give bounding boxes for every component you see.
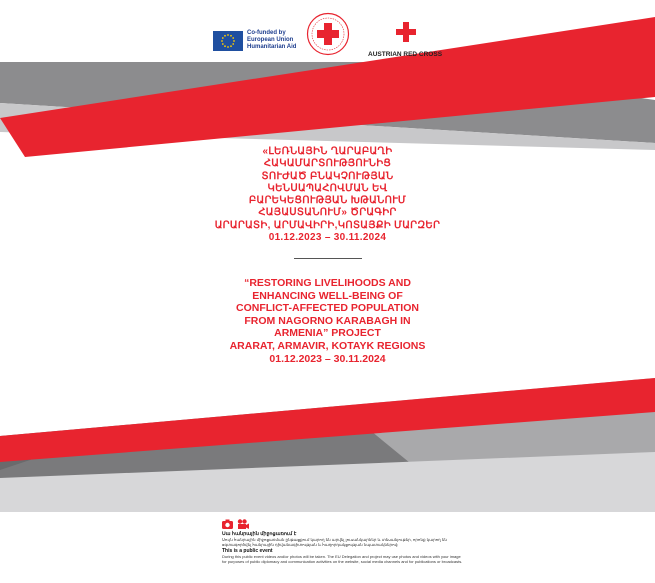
eu-logo-text: Co-funded by European Union Humanitarian Aid	[247, 30, 297, 50]
english-title	[0, 277, 655, 365]
english-title-line: ENHANCING WELL-BEING OF	[252, 289, 403, 302]
footer-armenian-line: օգտագործվել հանրային դիվանագիտության և հաղորդակցության նպատակներով։	[222, 542, 399, 547]
camera-icon	[222, 519, 233, 529]
public-event-notice	[222, 519, 482, 564]
video-camera-icon	[237, 519, 249, 529]
austrian-red-cross-text: AUSTRIAN RED CROSS	[368, 51, 443, 58]
divider	[294, 258, 362, 259]
logo-row	[0, 12, 655, 62]
armenian-title-dates: 01.12.2023 – 30.11.2024	[268, 232, 387, 244]
red-cross-icon	[396, 22, 416, 42]
footer-english-line: for purposes of public diplomacy and communication activities on the website, social media channels and for publications or broadcasts.	[222, 559, 463, 564]
eu-flag-icon	[213, 31, 243, 51]
english-title-line: ARARAT, ARMAVIR, KOTAYK REGIONS	[229, 339, 426, 352]
armenian-title-line: ՏՈՒԺԱԾ ԲՆԱԿՉՈՒԹՅԱՆ	[261, 170, 394, 182]
armenian-title-line: «ԼԵՌՆԱՅԻՆ ՂԱՐԱԲԱՂԻ	[262, 146, 393, 157]
armenian-title-line: ԲԱՐԵԿԵՑՈՒԹՅԱՆ ԽԹԱՆՈՒՄ	[248, 195, 407, 207]
english-title-line: “RESTORING LIVELIHOODS AND	[244, 277, 411, 289]
english-title-line: ARMENIA” PROJECT	[274, 327, 381, 340]
footer-english-heading: This is a public event	[222, 548, 273, 554]
footer-armenian-line: Սույն հանրային միջոցառման ընթացքում կարող են արվել լուսանկարներ և տեսանյութեր, որոնք կարող են	[222, 537, 447, 542]
armenian-red-cross-seal	[306, 12, 350, 56]
footer-armenian-heading: Սա հանրային միջոցառում է	[222, 531, 297, 537]
english-title-dates: 01.12.2023 – 30.11.2024	[269, 352, 386, 365]
footer-icons	[222, 519, 482, 530]
eu-logo	[213, 30, 296, 51]
armenian-title-line: ԿԵՆՍԱՊԱՀՈՎՄԱՆ ԵՎ	[267, 182, 388, 194]
english-title-line: FROM NAGORNO KARABAGH IN	[244, 314, 411, 327]
footer-english-line: During this public event videos and/or photos will be taken. The EU Delegation and project may use photos and videos with your image	[222, 554, 461, 559]
armenian-title	[0, 146, 655, 244]
armenian-title-line: ՀԱԿԱՄԱՐՏՈՒԹՅՈՒՆԻՑ	[263, 158, 392, 170]
armenian-title-line: ԱՐԱՐԱՏԻ, ԱՐՄԱՎԻՐԻ,ԿՈՏԱՅՔԻ ՄԱՐԶԵՐ	[214, 219, 441, 231]
english-title-line: CONFLICT-AFFECTED POPULATION	[236, 302, 419, 315]
armenian-title-line: ՀԱՅԱՍՏԱՆՈՒՄ» ԾՐԱԳԻՐ	[258, 207, 397, 219]
